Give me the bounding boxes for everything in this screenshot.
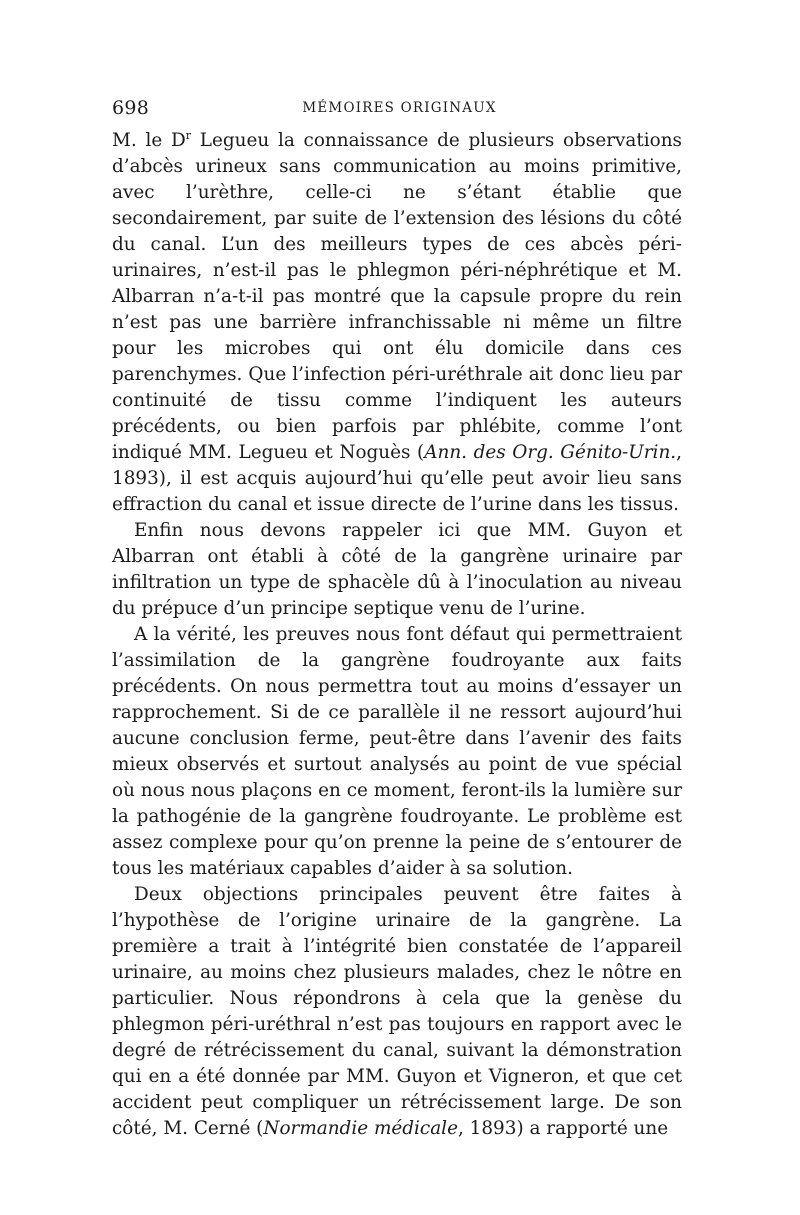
body-text: [112, 128, 682, 1142]
paragraph: [112, 882, 682, 1142]
paragraph: [112, 128, 682, 518]
citation-title: Normandie médicale: [263, 1118, 458, 1139]
text-segment: Deux objections principales peuvent être faites à l’hypothèse de l’origine urinaire de la gangrène. La première a trait à l’intégrité bien constatée de l’appareil urinaire, au moins chez plusieurs malades, chez le nôtre en particulier. Nous répondrons à cela que la genèse du phlegmon péri-uréthral n’est pas toujours en rapport avec le degré de rétrécissement du canal, suivant la démonstration qui en a été donnée par MM. Guyon et Vigneron, et que cet accident peut compliquer un rétrécissement large. De son côté, M. Cerné (: [112, 884, 682, 1139]
page-header: [112, 97, 687, 121]
citation-title: Ann. des Org. Génito-Urin.: [424, 442, 677, 463]
paragraph: [112, 518, 682, 622]
text-segment: A la vérité, les preuves nous font défaut qui permettraient l’assimilation de la gangrène foudroyante aux faits précédents. On nous permettra tout au moins d’essayer un rapprochement. Si de ce parallèle il ne ressort aujourd’hui aucune conclusion ferme, peut-être dans l’avenir des faits mieux observés et surtout analysés au point de vue spécial où nous nous plaçons en ce moment, feront-ils la lumière sur la pathogénie de la gangrène foudroyante. Le problème est assez complexe pour qu’on prenne la peine de s’entourer de tous les matériaux capables d’aider à sa solution.: [112, 624, 682, 879]
paragraph: [112, 622, 682, 882]
text-segment: M. le D: [112, 130, 186, 151]
page-number: 698: [112, 97, 150, 119]
text-segment: Enfin nous devons rappeler ici que MM. Guyon et Albarran ont établi à côté de la gangrène urinaire par infiltration un type de sphacèle dû à l’inoculation au niveau du prépuce d’un principe septique venu de l’urine.: [112, 520, 682, 619]
text-segment: , 1893) a rapporté une: [457, 1118, 669, 1139]
running-title: MÉMOIRES ORIGINAUX: [302, 100, 497, 116]
text-segment: , 1893), il est acquis aujourd’hui qu’elle peut avoir lieu sans effraction du canal et issue directe de l’urine dans les tissus.: [112, 442, 682, 515]
superscript: r: [185, 128, 191, 142]
text-segment: Legueu la connaissance de plusieurs observations d’abcès urineux sans communication au moins primitive, avec l’urèthre, celle-ci ne s’étant établie que secondairement, par suite de l’extension des lésions du côté du canal. L’un des meilleurs types de ces abcès péri-urinaires, n’est-il pas le phlegmon péri-néphrétique et M. Albarran n’a-t-il pas montré que la capsule propre du rein n’est pas une barrière infranchissable ni même un filtre pour les microbes qui ont élu domicile dans ces parenchymes. Que l’infection péri-uréthrale ait donc lieu par continuité de tissu comme l’indiquent les auteurs précédents, ou bien parfois par phlébite, comme l’ont indiqué MM. Legueu et Noguès (: [112, 130, 682, 463]
